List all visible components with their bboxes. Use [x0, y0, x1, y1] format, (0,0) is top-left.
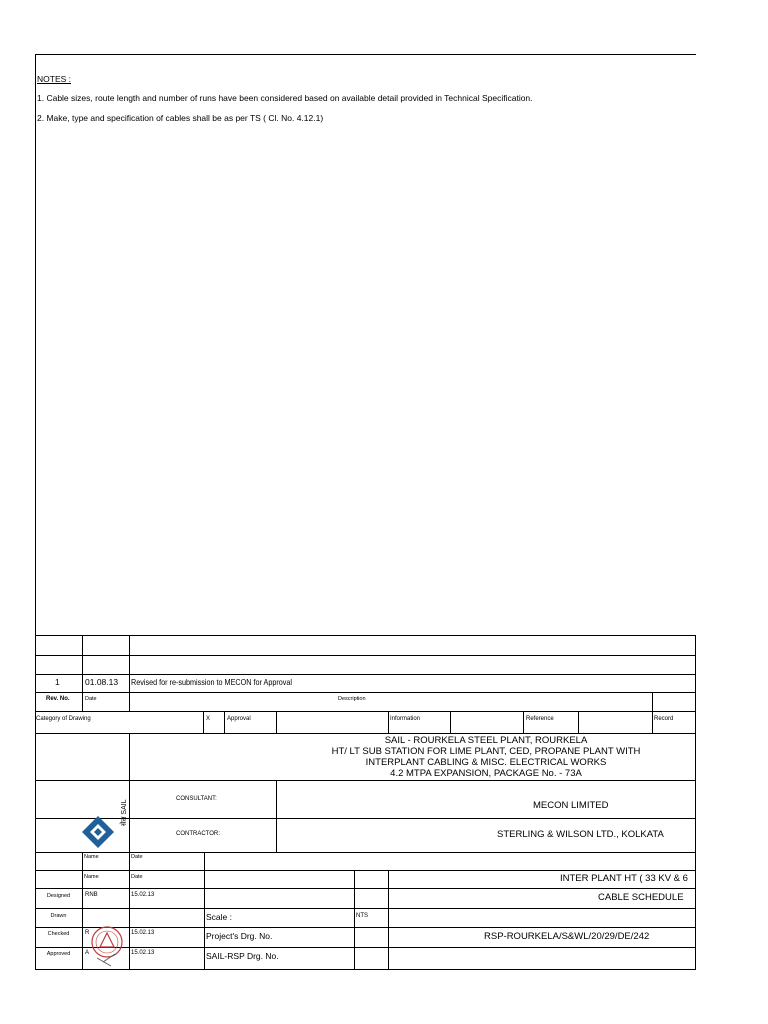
category-record: Record — [654, 716, 674, 722]
signoff-role-drawn: Drawn — [50, 913, 67, 919]
rev-date-label: Date — [85, 696, 97, 702]
project-line-3: INTERPLANT CABLING & MISC. ELECTRICAL WORKS — [365, 757, 607, 768]
note-item-1: 1. Cable sizes, route length and number of runs have been considered based on available detail provided in Technical Specification. — [37, 93, 533, 103]
signoff-name-designed: RNB — [85, 892, 98, 898]
contractor-label: CONTRACTOR: — [176, 831, 220, 837]
rev-description: Revised for re-submission to MECON for Approval — [131, 677, 293, 687]
category-reference: Reference — [526, 716, 554, 722]
signoff-date-approved: 15.02.13 — [131, 950, 155, 956]
signoff-role-designed: Designed — [46, 893, 71, 899]
rev-no-label: Rev. No. — [46, 696, 70, 702]
signoff-name-header-2: Name — [84, 874, 99, 880]
category-approval: Approval — [227, 716, 251, 722]
rev-number: 1 — [55, 677, 60, 687]
project-drg-label: Project's Drg. No. — [206, 931, 273, 941]
project-line-2: HT/ LT SUB STATION FOR LIME PLANT, CED, PROPANE PLANT WITH — [331, 746, 641, 757]
signoff-name-header-1: Name — [84, 854, 99, 860]
signoff-role-checked: Checked — [47, 931, 70, 937]
project-line-1: SAIL - ROURKELA STEEL PLANT, ROURKELA — [384, 735, 588, 746]
frame-bottom — [35, 969, 696, 970]
category-information: Information — [390, 716, 421, 722]
project-drg-number: RSP-ROURKELA/S&WL/20/29/DE/242 — [484, 931, 650, 942]
scale-label: Scale : — [206, 912, 232, 922]
rev-date: 01.08.13 — [85, 677, 119, 687]
category-label: Category of Drawing — [36, 716, 91, 722]
drawing-title-1: INTER PLANT HT ( 33 KV & 6 — [560, 873, 688, 884]
consultant-name: MECON LIMITED — [533, 800, 609, 811]
consultant-label: CONSULTANT: — [176, 796, 217, 802]
signoff-name-checked: R — [85, 930, 90, 936]
drawing-title-2: CABLE SCHEDULE — [598, 892, 684, 903]
signoff-date-header-2: Date — [131, 874, 143, 880]
frame-left — [35, 54, 36, 970]
sail-logo-text: सेल SAIL — [121, 799, 128, 826]
notes-heading: NOTES : — [37, 74, 72, 84]
contractor-name: STERLING & WILSON LTD., KOLKATA — [497, 829, 664, 840]
note-item-2: 2. Make, type and specification of cables shall be as per TS ( Cl. No. 4.12.1) — [37, 113, 324, 123]
signoff-date-header-1: Date — [131, 854, 143, 860]
signoff-date-designed: 15.02.13 — [131, 892, 155, 898]
signoff-role-approved: Approved — [46, 951, 71, 957]
rev-description-label: Description — [338, 696, 366, 702]
frame-top — [35, 54, 696, 55]
signature-stamp-icon — [89, 922, 129, 970]
signoff-date-checked: 15.02.13 — [131, 930, 155, 936]
category-mark: X — [206, 716, 211, 722]
signoff-name-approved: A — [85, 950, 90, 956]
project-line-4: 4.2 MTPA EXPANSION, PACKAGE No. - 73A — [390, 768, 582, 779]
scale-value: NTS — [356, 913, 368, 919]
sail-drg-label: SAIL-RSP Drg. No. — [206, 951, 279, 961]
